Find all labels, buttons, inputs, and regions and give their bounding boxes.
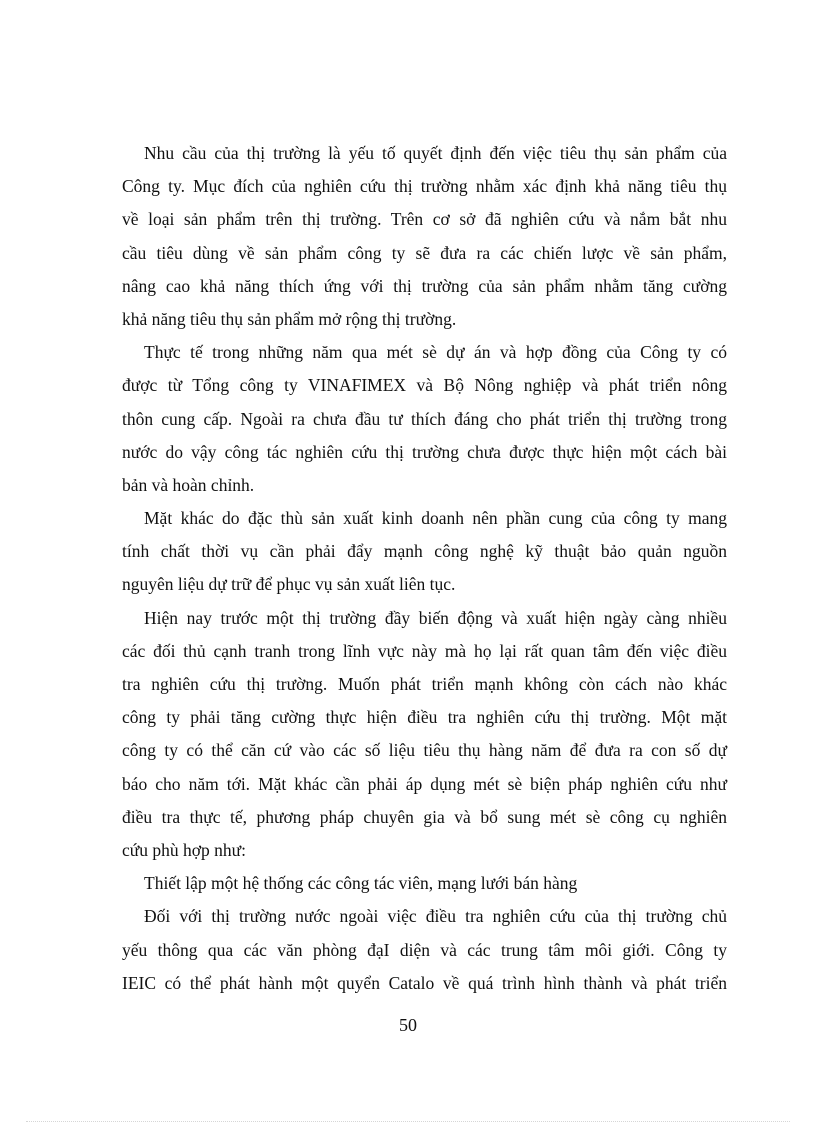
paragraph-1-line-5: nâng cao khả năng thích ứng với thị trường của sản phẩm nhằm tăng cường (122, 275, 727, 296)
document-body (122, 137, 727, 1000)
paragraph-2-line-3: thôn cung cấp. Ngoài ra chưa đầu tư thích đáng cho phát triển thị trường trong (122, 408, 727, 429)
paragraph-2-line-2: được từ Tổng công ty VINAFIMEX và Bộ Nông nghiệp và phát triển nông (122, 375, 727, 396)
paragraph-4-line-5: công ty có thể căn cứ vào các số liệu tiêu thụ hàng năm để đưa ra con số dự (122, 740, 727, 761)
paragraph-1-line-2: Công ty. Mục đích của nghiên cứu thị trường nhằm xác định khả năng tiêu thụ (122, 176, 727, 197)
paragraph-4-line-7: điều tra thực tế, phương pháp chuyên gia và bổ sung mét sè công cụ nghiên (122, 806, 727, 827)
paragraph-4-line-4: công ty phải tăng cường thực hiện điều tra nghiên cứu thị trường. Một mặt (122, 707, 727, 728)
paragraph-2-line-1: Thực tế trong những năm qua mét sè dự án và hợp đồng của Công ty có (144, 342, 727, 363)
paragraph-3-line-3: nguyên liệu dự trữ để phục vụ sản xuất liên tục. (122, 574, 456, 595)
paragraph-6-line-1: Đối với thị trường nước ngoài việc điều tra nghiên cứu của thị trường chủ (144, 906, 727, 927)
paragraph-6-line-2: yếu thông qua các văn phòng đạI diện và các trung tâm môi giới. Công ty (122, 939, 727, 960)
paragraph-4-line-2: các đối thủ cạnh tranh trong lĩnh vực này mà họ lại rất quan tâm đến việc điều (122, 640, 727, 661)
paragraph-5-line-1: Thiết lập một hệ thống các công tác viên, mạng lưới bán hàng (144, 873, 578, 894)
page-bottom-divider (26, 1121, 790, 1122)
paragraph-2-line-4: nước do vậy công tác nghiên cứu thị trường chưa được thực hiện một cách bài (122, 441, 727, 462)
page-number: 50 (399, 1015, 417, 1035)
paragraph-1-line-3: về loại sản phẩm trên thị trường. Trên cơ sở đã nghiên cứu và nắm bắt nhu (122, 209, 727, 230)
paragraph-4-line-6: báo cho năm tới. Mặt khác cần phải áp dụng mét sè biện pháp nghiên cứu như (122, 773, 727, 794)
paragraph-2-line-5: bản và hoàn chỉnh. (122, 474, 255, 495)
paragraph-6-line-3: IEIC có thể phát hành một quyển Catalo về quá trình hình thành và phát triển (122, 972, 727, 993)
paragraph-1-line-1: Nhu cầu của thị trường là yếu tố quyết định đến việc tiêu thụ sản phẩm của (144, 143, 727, 163)
paragraph-3-line-2: tính chất thời vụ cần phải đẩy mạnh công nghệ kỹ thuật bảo quản nguồn (122, 541, 727, 562)
paragraph-1-line-6: khả năng tiêu thụ sản phẩm mở rộng thị trường. (122, 308, 457, 329)
paragraph-4-line-3: tra nghiên cứu thị trường. Muốn phát triển mạnh không còn cách nào khác (122, 674, 727, 694)
paragraph-4-line-1: Hiện nay trước một thị trường đầy biến động và xuất hiện ngày càng nhiều (144, 607, 727, 628)
paragraph-3-line-1: Mặt khác do đặc thù sản xuất kinh doanh nên phần cung của công ty mang (144, 508, 727, 529)
paragraph-1-line-4: cầu tiêu dùng về sản phẩm công ty sẽ đưa ra các chiến lược về sản phẩm, (122, 242, 727, 263)
paragraph-4-line-8: cứu phù hợp như: (122, 839, 246, 860)
